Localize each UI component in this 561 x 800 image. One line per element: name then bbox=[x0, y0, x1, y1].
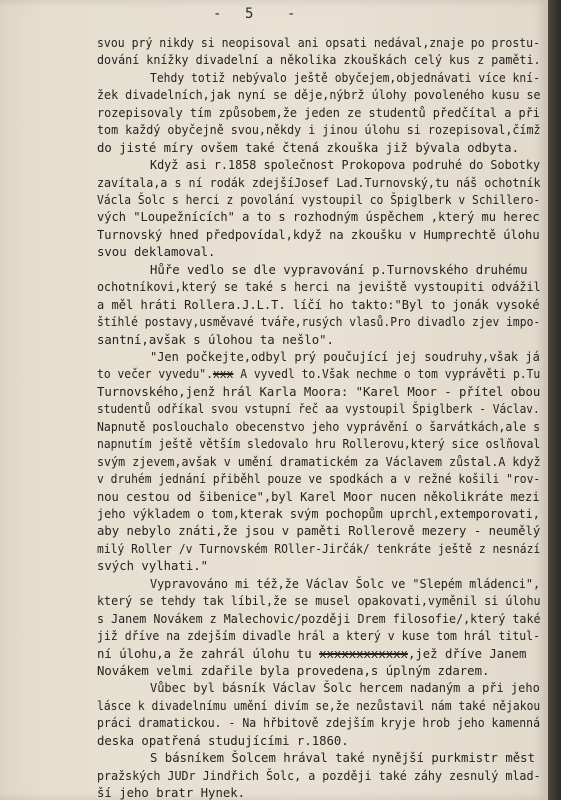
text-line: dování knížky divadelní a několika zkouškách celý kus z paměti. bbox=[97, 53, 541, 68]
text-line: lásce k divadelnímu umění divím se,že nezůstavil nám také nějakou bbox=[97, 698, 541, 713]
text-line: nou cestou od šibenice",byl Karel Moor nucen několikráte mezi bbox=[97, 489, 540, 504]
text-line: svých vylhati." bbox=[97, 559, 209, 574]
text-line: santní,avšak s úlohou ta nešlo". bbox=[97, 332, 334, 347]
text-line: Novákem velmi zdařile byla provedena,s úplným zdarem. bbox=[97, 663, 490, 678]
header-dash-left: - bbox=[213, 6, 222, 22]
text-line: napnutím ještě větším sledovalo hru Rollerovu,který sice oslňoval bbox=[97, 437, 541, 452]
text-line: deska opatřená studujícími r.1860. bbox=[97, 733, 349, 748]
text-line: Hůře vedlo se dle vypravování p.Turnovského druhému bbox=[150, 262, 528, 277]
text-line: do jisté míry ovšem také čtená zkouška již bývala odbyta. bbox=[97, 140, 519, 155]
text-line: v druhém jednání přiběhl pouze ve spodkách a v režné košili "rov- bbox=[97, 472, 541, 486]
text-line: Turnovský hned předpovídal,když na zkoušku v Humprechtě úlohu bbox=[97, 227, 540, 242]
text-line: S básníkem Šolcem hrával také nynější purkmistr měst bbox=[150, 751, 535, 766]
text-line: Když asi r.1858 společnost Prokopova podruhé do Sobotky bbox=[150, 158, 541, 173]
text-line: aby nebylo znáti,že jsou v paměti Rollerově mezery - neumělý bbox=[97, 524, 541, 539]
text-line: zavítala,a s ní rodák zdejšíJosef Lad.Turnovský,tu náš ochotník bbox=[97, 175, 541, 190]
text-line: s Janem Novákem z Malechovic/později Drem filosofie/,který také bbox=[97, 611, 541, 626]
struck-out-text: xxx bbox=[212, 367, 234, 382]
text-line: "Jen počkejte,odbyl prý poučující jej soudruhy,však já bbox=[150, 350, 540, 364]
text-line: svým zjevem,avšak v umění dramatickém za Václavem zůstal.A když bbox=[97, 454, 541, 469]
text-line: Turnovského,jenž hrál Karla Moora: "Karel Moor - přítel obou bbox=[97, 384, 541, 399]
text-line: Napnutě poslouchalo obecenstvo jeho vyprávění o šarvátkách,ale s bbox=[97, 419, 541, 434]
text-line: svou prý nikdy si neopisoval ani opsati nedával,znaje po prostu- bbox=[97, 36, 541, 50]
text-line: studentů odříkal svou vstupní řeč aa vystoupil Špiglberk - Václav. bbox=[97, 402, 540, 417]
text-line: Vůbec byl básník Václav Šolc hercem nadaným a při jeho bbox=[150, 681, 540, 696]
text-line: to večer vyvedu".xxx A vyvedl to.Však nechme o tom vyprávěti p.Tu bbox=[97, 367, 541, 382]
text-line: svou deklamoval. bbox=[97, 245, 216, 260]
text-line: rozepisovaly tím způsobem,že jeden ze studentů předčítal a při bbox=[97, 105, 540, 120]
text-line: a měl hráti Rollera.J.L.T. líčí ho takto:"Byl to jonák vysoké bbox=[97, 297, 540, 312]
text-line: štíhlé postavy,usměvavé tváře,rusých vlasů.Pro divadlo zjev impo- bbox=[97, 315, 541, 330]
text-line: Václa Šolc s herci z povolání vystoupil co Špiglberk v Schillero- bbox=[97, 193, 541, 207]
text-line: pražských JUDr Jindřich Šolc, a později také záhy zesnulý mlad- bbox=[97, 768, 541, 783]
text-line: milý Roller /v Turnovském ROller-Jirčák/ tenkráte ještě z nesnází bbox=[97, 541, 541, 556]
text-line: žek divadelních,jak nyní se děje,nýbrž úlohy povoleného kusu se bbox=[97, 88, 541, 103]
text-line: tom každý obyčejně svou,někdy i jinou úlohu si rozepisoval,čímž bbox=[97, 123, 541, 138]
page-number: 5 bbox=[245, 6, 254, 22]
struck-out-text: xxxxxxxxxxxx bbox=[319, 646, 408, 661]
header-dash-right: - bbox=[287, 6, 296, 22]
text-line: Vypravováno mi též,že Václav Šolc ve "Slepém mládenci", bbox=[150, 576, 541, 591]
text-line: Tehdy totiž nebývalo ještě obyčejem,objednávati více kní- bbox=[150, 70, 540, 85]
text-line: ní úlohu,a že zahrál úlohu tu xxxxxxxxxxxx,jež dříve Janem bbox=[97, 646, 527, 661]
text-line: práci dramatickou. - Na hřbitově zdejším kryje hrob jeho kamenná bbox=[97, 716, 541, 731]
page-edge-shadow bbox=[548, 0, 561, 800]
text-line: jeho výkladem o tom,kterak svým pochopům uprchl,extemporovati, bbox=[97, 506, 540, 521]
text-line: který se tehdy tak líbil,že se musel opakovati,vyměnil si úlohu bbox=[97, 594, 541, 609]
text-line: vých "Loupežnících" a to s rozhodným úspěchem ,který mu herec bbox=[97, 210, 540, 225]
text-line: již dříve na zdejším divadle hrál a který v kuse tom hrál titul- bbox=[97, 629, 541, 643]
text-line: ší jeho bratr Hynek. bbox=[97, 786, 246, 800]
text-line: ochotníkovi,který se také s herci na jeviště vystoupiti odvážil bbox=[97, 280, 541, 295]
